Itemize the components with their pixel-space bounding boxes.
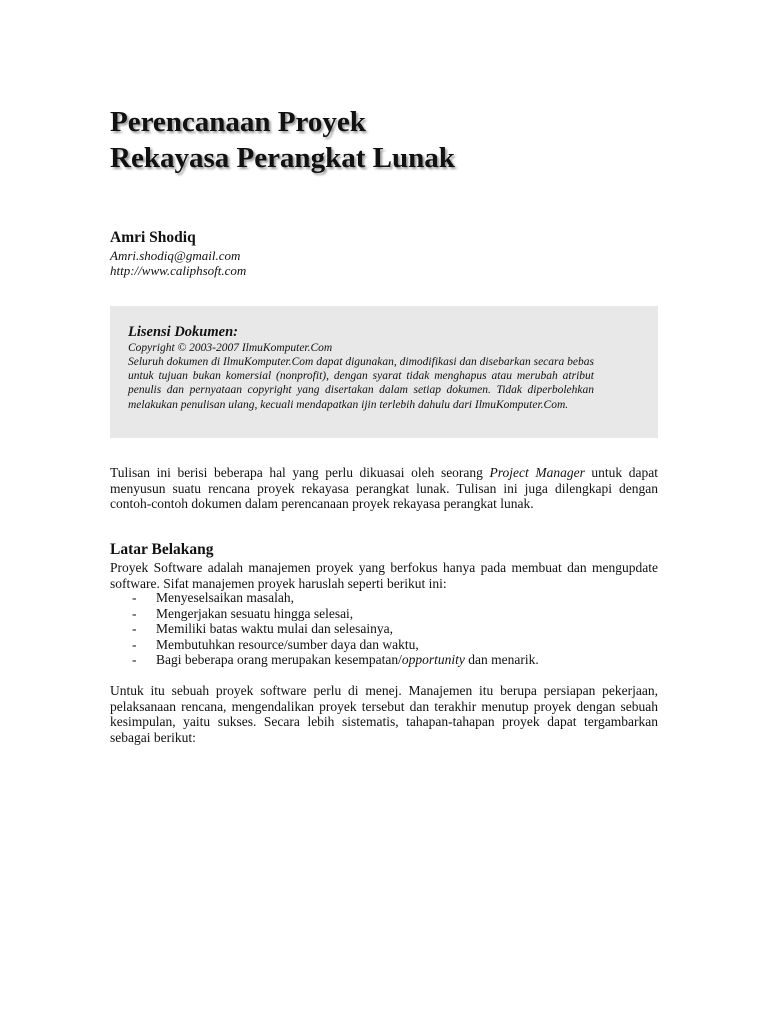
bullet-dash: - xyxy=(132,605,137,621)
bullet-list xyxy=(110,590,539,668)
list-item-text-after: dan menarik. xyxy=(464,652,539,668)
title-line-1: Perencanaan Proyek xyxy=(110,106,366,138)
author-email: Amri.shodiq@gmail.com xyxy=(110,248,241,263)
section-heading-latar-belakang: Latar Belakang xyxy=(110,541,214,558)
document-title xyxy=(110,104,455,176)
intro-text-before: Tulisan ini berisi beberapa hal yang perlu dikuasai oleh seorang xyxy=(110,465,490,480)
latar-belakang-paragraph: Proyek Software adalah manajemen proyek yang berfokus hanya pada membuat dan mengupdate software. Sifat manajemen proyek haruslah seperti berikut ini: xyxy=(110,560,658,591)
list-item xyxy=(110,637,539,653)
intro-paragraph xyxy=(110,465,658,512)
list-item xyxy=(110,652,539,668)
list-item-emphasis: opportunity xyxy=(401,652,465,668)
license-body: Seluruh dokumen di IlmuKomputer.Com dapat digunakan, dimodifikasi dan disebarkan secara bebas untuk tujuan bukan komersial (nonprofit), dengan syarat tidak menghapus atau merubah atribut penulis dan pernyataan copyright yang disertakan dalam setiap dokumen. Tidak diperbolehkan melakukan penulisan ulang, kecuali mendapatkan ijin terlebih dahulu dari IlmuKomputer.Com. xyxy=(128,356,594,411)
author-name: Amri Shodiq xyxy=(110,229,196,246)
bullet-dash: - xyxy=(132,652,137,668)
list-item-text: Memiliki batas waktu mulai dan selesainya, xyxy=(156,621,393,637)
license-copyright: Copyright © 2003-2007 IlmuKomputer.Com xyxy=(128,342,333,354)
list-item-text: Mengerjakan sesuatu hingga selesai, xyxy=(156,605,354,621)
author-website: http://www.caliphsoft.com xyxy=(110,263,247,278)
bullet-dash: - xyxy=(132,621,137,637)
list-item-text: Menyeselsaikan masalah, xyxy=(156,590,294,605)
intro-text-after: untuk dapat menyusun suatu rencana proyek rekayasa perangkat lunak. Tulisan ini juga dilengkapi dengan contoh-contoh dokumen dalam perencanaan proyek rekayasa perangkat lunak. xyxy=(110,465,658,512)
list-item xyxy=(110,621,539,637)
bullet-dash: - xyxy=(132,636,137,652)
bullet-dash: - xyxy=(132,590,137,605)
license-box xyxy=(110,306,658,438)
closing-paragraph: Untuk itu sebuah proyek software perlu di menej. Manajemen itu berupa persiapan pekerjaan, pelaksanaan rencana, mengendalikan proyek tersebut dan terakhir menutup proyek dengan sebuah kesimpulan, yaitu sukses. Secara lebih sistematis, tahapan-tahapan proyek dapat tergambarkan sebagai berikut: xyxy=(110,683,658,745)
list-item xyxy=(110,590,539,606)
intro-emphasis: Project Manager xyxy=(489,465,585,480)
title-line-2: Rekayasa Perangkat Lunak xyxy=(110,142,455,174)
list-item xyxy=(110,606,539,622)
list-item-text: Membutuhkan resource/sumber daya dan waktu, xyxy=(156,636,419,652)
list-item-text-before: Bagi beberapa orang merupakan kesempatan/ xyxy=(156,652,402,668)
license-title: Lisensi Dokumen: xyxy=(128,324,238,340)
